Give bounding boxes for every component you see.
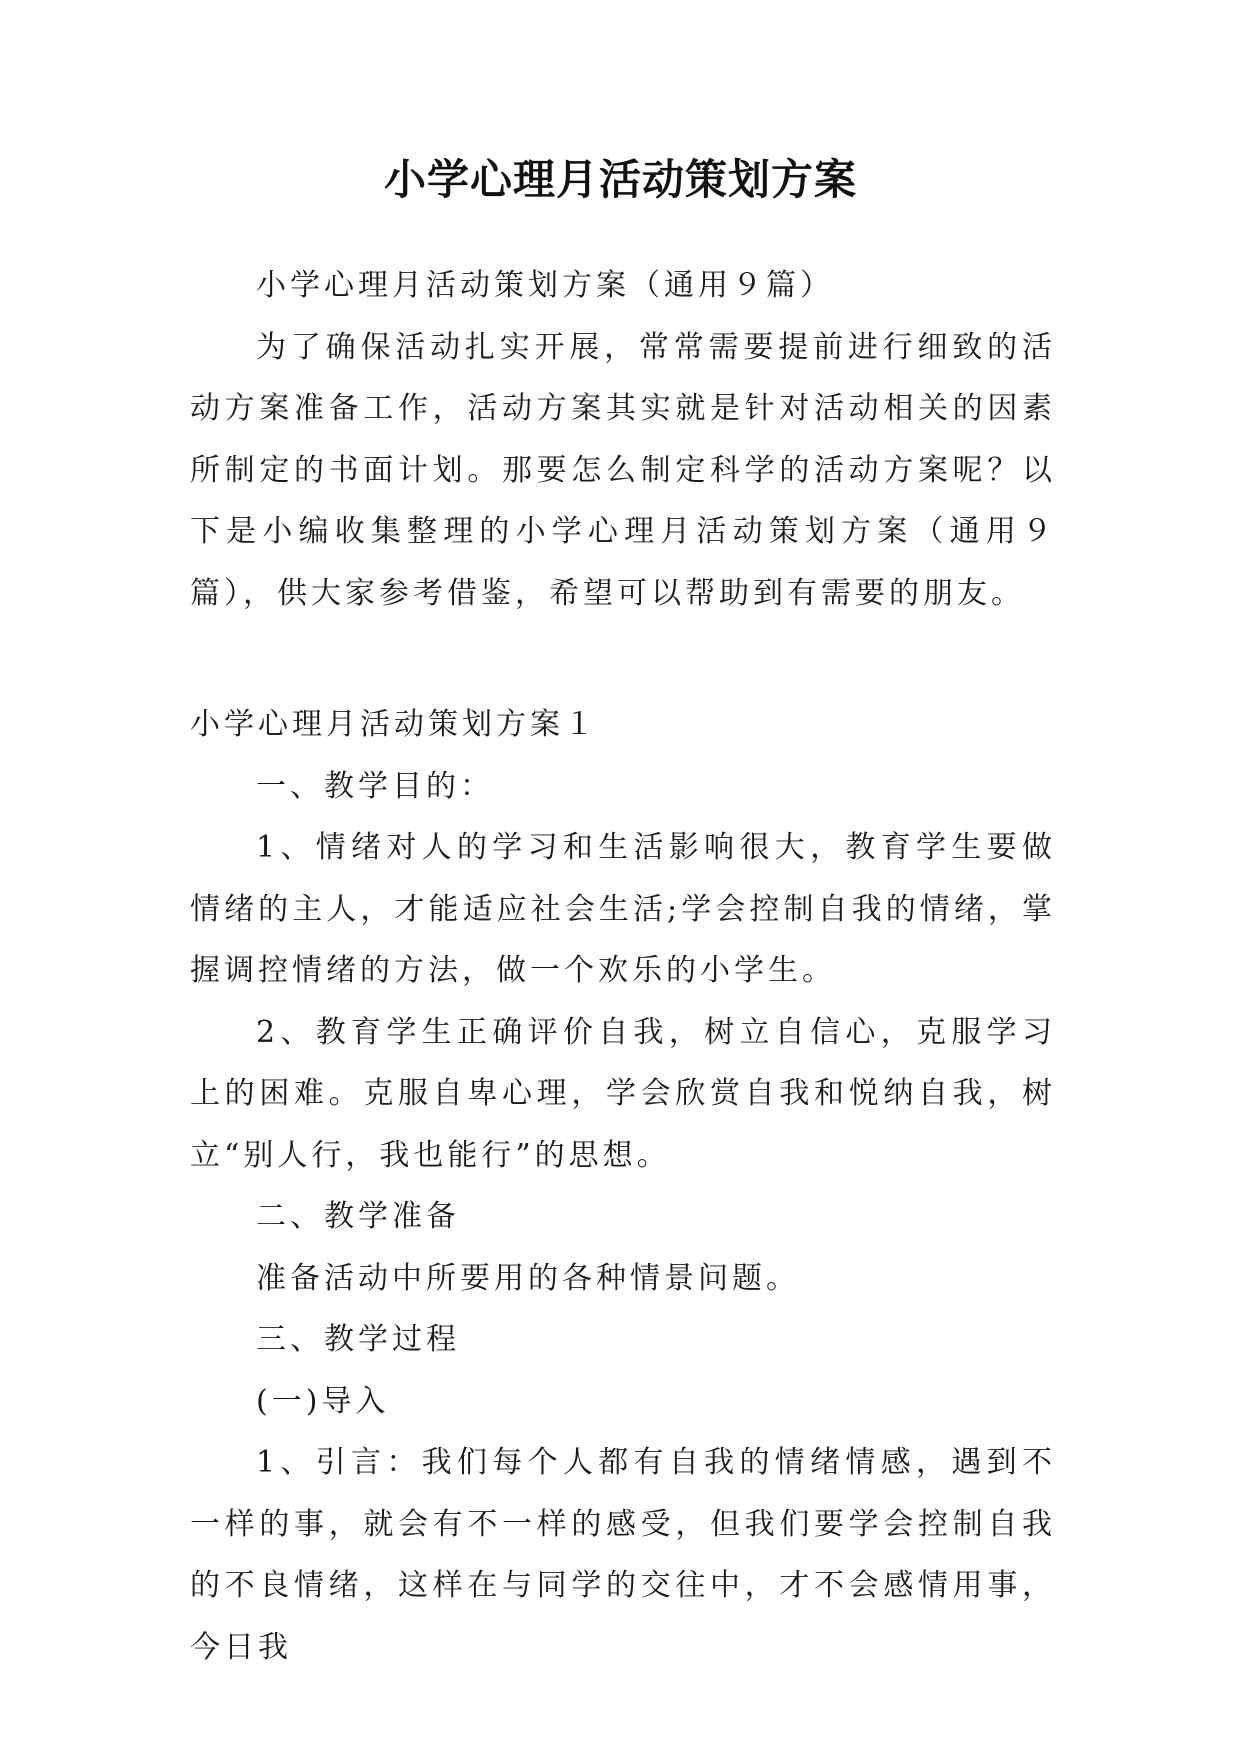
section-heading: 小学心理月活动策划方案１ [190,707,598,742]
section-paragraph: 一、教学目的： [256,768,494,804]
section-paragraph: 1、引言：我们每个人都有自我的情绪情感，遇到不一样的事，就会有不一样的感受，但我们要学会控制自我的不良情绪，这样在与同学的交往中，才不会感情用事，今日我 [190,1445,1056,1665]
section-gap [190,624,1056,694]
section-paragraph: (一)导入 [256,1383,390,1419]
document-title: 小学心理月活动策划方案 [383,155,857,204]
section-paragraph: 二、教学准备 [256,1199,460,1234]
section-paragraph: 2、教育学生正确评价自我，树立自信心，克服学习上的困难。克服自卑心理，学会欣赏自我和悦纳自我，树立“别人行，我也能行”的思想。 [190,1014,1056,1173]
document-body [190,255,1056,1678]
intro-paragraph: 为了确保活动扎实开展，常常需要提前进行细致的活动方案准备工作，活动方案其实就是针对活动相关的因素所制定的书面计划。那要怎么制定科学的活动方案呢？以下是小编收集整理的小学心理月活动策划方案（通用９篇），供大家参考借鉴，希望可以帮助到有需要的朋友。 [190,329,1056,611]
section-paragraph: 准备活动中所要用的各种情景问题。 [256,1260,800,1296]
section-paragraph: 1、情绪对人的学习和生活影响很大，教育学生要做情绪的主人，才能适应社会生活;学会控制自我的情绪，掌握调控情绪的方法，做一个欢乐的小学生。 [190,830,1056,988]
intro-subtitle: 小学心理月活动策划方案（通用９篇） [256,268,834,303]
section-paragraph: 三、教学过程 [256,1322,460,1357]
